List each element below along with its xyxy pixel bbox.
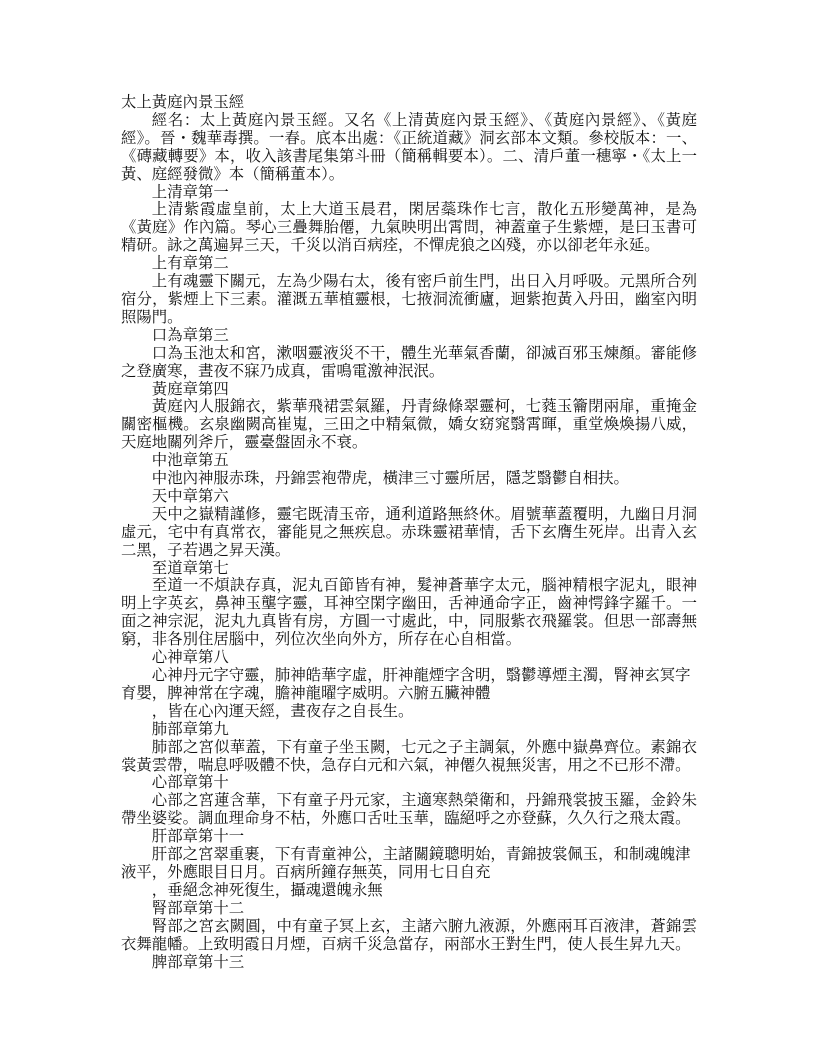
chapter-text-5: 中池內神服赤珠，丹錦雲袍帶虎，橫津三寸靈所居，隱芝翳鬱自相扶。 [151,469,629,488]
chapter-fragment-8: ，皆在心內運天經，晝夜存之自長生。 [151,701,414,720]
chapter-text-11: 肝部之宮翠重裹，下有青童神公，主諸關鏡聰明始，青錦披裳佩玉，和制魂魄津液平，外應眼目日月。百病所鐘存無英，同用七日自充 [121,845,691,881]
chapter-heading-4: 黃庭章第四 [151,379,229,398]
chapter-heading-6: 天中章第六 [151,486,229,505]
chapter-heading-10: 心部章第十 [151,773,229,792]
chapter-text-7: 至道一不煩訣存真，泥丸百節皆有神，髮神蒼華字太元，腦神精根字泥丸，眼神明上字英玄，鼻神玉壟字靈，耳神空閑字幽田，舌神通命字正，齒神愕鋒字羅千。一面之神宗泥，泥丸九真皆有房，方圓一寸處此，中，同服紫衣飛羅裳。但思一部壽無窮，非各別住居腦中，列位次坐向外方，所存在心自相當。 [121,576,697,649]
chapter-text-1: 上清紫霞虛皇前，太上大道玉晨君，閑居蘂珠作七言，散化五形變萬神，是為《黃庭》作內篇。琴心三疊舞胎僊，九氣映明出霄問，神蓋童子生紫煙，是曰玉書可精研。詠之萬遍昇三天，千災以消百病痊，不憚虎狼之凶殘，亦以卻老年永延。 [121,200,697,255]
chapter-text-10: 心部之宮蓮含華，下有童子丹元家，主適寒熱榮衛和，丹錦飛裳披玉羅，金鈴朱帶坐婆娑。調血理命身不枯，外應口舌吐玉華，臨絕呼之亦登蘇，久久行之飛太霞。 [121,791,697,828]
chapter-heading-5: 中池章第五 [151,451,229,470]
intro-paragraph: 經名：太上黃庭內景玉經。又名《上清黃庭內景玉經》、《黃庭內景經》、《黃庭經》。晉・魏華毒撰。一春。底本出處：《正統道藏》洞玄部本文類。參校版本：一、《磚藏轉要》本，收入該書尾集第斗冊（簡稱輯要本）。二、清戶董一穗寧・《太上一黃、庭經發微》本（簡稱董本）。 [121,110,697,183]
document-title: 太上黃庭內景玉經 [121,93,245,111]
chapter-heading-3: 口為章第三 [151,325,229,344]
document-page [121,94,697,971]
chapter-heading-8: 心神章第八 [151,648,229,667]
chapter-fragment-11: ，垂絕念神死復生，攝魂還魄永無 [151,880,383,899]
chapter-text-4: 黃庭內人服錦衣，紫華飛裙雲氣羅，丹青綠條翠靈柯，七蕤玉籥閉兩扉，重掩金關密樞機。玄泉幽闕高崔嵬，三田之中精氣微，嬌女窈窕翳霄暉，重堂煥煥揚八威，天庭地關列斧斤，靈臺盤固永不衰。 [121,397,697,452]
chapter-heading-7: 至道章第七 [151,558,229,577]
chapter-heading-12: 腎部章第十二 [151,898,245,917]
chapter-heading-11: 肝部章第十一 [151,827,245,846]
chapter-heading-2: 上有章第二 [151,254,229,273]
chapter-text-2: 上有魂靈下關元，左為少陽右太，後有密戶前生門，出日入月呼吸。元黑所合列宿分，紫煙上下三素。灌溉五華植靈根，七掖洞流衝廬，迴紫抱黃入丹田，幽室內明照陽門。 [121,272,697,326]
chapter-text-12: 腎部之宮玄闕圓，中有童子冥上玄，主諸六腑九液源，外應兩耳百液津，蒼錦雲衣舞龍幡。上致明霞日月煙，百病千災急當存，兩部水王對生門，使人長生昇九天。 [121,916,697,953]
chapter-text-6: 天中之嶽精謹修，靈宅既清玉帝，通利道路無終休。眉號華蓋覆明，九幽日月洞虛元，宅中有真常衣，審能見之無疾息。赤珠靈裙華情，舌下玄膺生死岸。出青入玄二黑，子若遇之昇天漢。 [121,504,697,559]
chapter-heading-1: 上清章第一 [151,182,229,201]
chapter-text-9: 肺部之宮似華蓋，下有童子坐玉闕，七元之子主調氣，外應中嶽鼻齊位。素錦衣裳黃雲帶，喘息呼吸體不快，急存白元和六氣，神僊久視無災害，用之不已形不滯。 [121,737,697,774]
chapter-heading-13: 脾部章第十三 [151,952,245,971]
chapter-heading-9: 肺部章第九 [151,719,229,738]
chapter-text-8: 心神丹元字守靈，肺神皓華字虛，肝神龍煙字含明，翳鬱導煙主濁，腎神玄冥字育嬰，脾神常在字魂，膽神龍曜字威明。六腑五臟神體 [121,666,691,702]
chapter-text-3: 口為玉池太和宮，漱咽靈液災不干，體生光華氣香蘭，卻滅百邪玉煉顏。審能修之登廣寒，晝夜不寐乃成真，雷鳴電激神泯泯。 [121,343,697,380]
